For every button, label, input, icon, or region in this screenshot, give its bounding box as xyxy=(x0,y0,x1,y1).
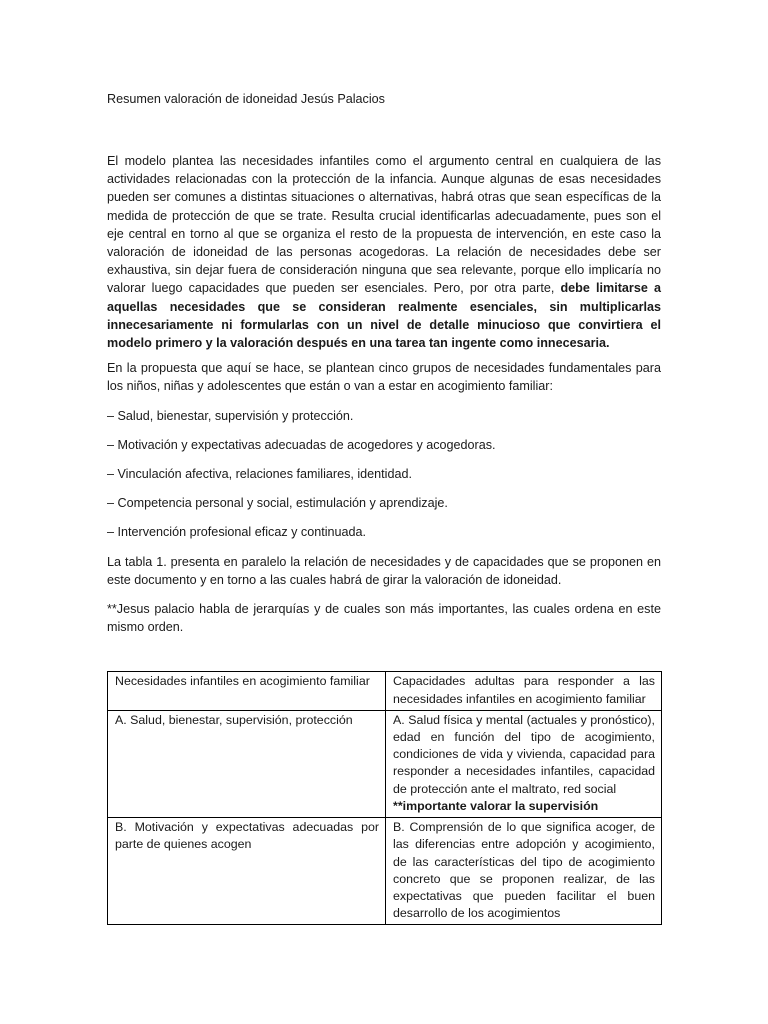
intro-paragraph xyxy=(107,152,661,352)
need-cell-a: A. Salud, bienestar, supervisión, protección xyxy=(108,710,386,817)
groups-intro-paragraph: En la propuesta que aquí se hace, se plantean cinco grupos de necesidades fundamentales para los niños, niñas y adolescentes que están o van a estar en acogimiento familiar: xyxy=(107,361,661,394)
group-item-3: – Vinculación afectiva, relaciones familiares, identidad. xyxy=(107,467,412,482)
capacity-cell-b: B. Comprensión de lo que significa acoger, de las diferencias entre adopción y acogimiento, de las características del tipo de acogimiento concreto que se proponen realizar, de las expectativas que pueden facilitar el buen desarrollo de los acogimientos xyxy=(386,818,662,925)
table-reference-paragraph: La tabla 1. presenta en paralelo la relación de necesidades y de capacidades que se proponen en este documento y en torno a las cuales habrá de girar la valoración de idoneidad. xyxy=(107,554,661,587)
capacity-note-a: **importante valorar la supervisión xyxy=(393,798,599,813)
header-needs: Necesidades infantiles en acogimiento familiar xyxy=(108,672,386,710)
needs-capacities-table xyxy=(107,671,662,925)
document-page xyxy=(107,90,661,925)
intro-emphasis: debe limitarse a aquellas necesidades que se consideran realmente esenciales, sin multiplicarlas innecesariamente ni formularlas con un nivel de detalle minucioso que convirtiera el modelo primero y la valoración después en una tarea tan ingente como innecesaria. xyxy=(107,281,661,351)
table-row xyxy=(108,710,662,817)
capacity-cell-a xyxy=(386,710,662,817)
table-row xyxy=(108,818,662,925)
header-capacities: Capacidades adultas para responder a las necesidades infantiles en acogimiento familiar xyxy=(386,672,662,710)
group-item-2: – Motivación y expectativas adecuadas de acogedores y acogedoras. xyxy=(107,437,496,452)
document-title: Resumen valoración de idoneidad Jesús Palacios xyxy=(107,92,385,106)
intro-text: El modelo plantea las necesidades infantiles como el argumento central en cualquiera de las actividades relacionadas con la protección de la infancia. Aunque algunas de esas necesidades pueden ser comunes a distintas situaciones o alternativas, habrá otras que sean específicas de la medida de protección de que se trate. Resulta crucial identificarlas adecuadamente, pues son el eje central en torno al que se organiza el resto de la propuesta de intervención, en este caso la valoración de idoneidad de las personas acogedoras. La relación de necesidades debe ser exhaustiva, sin dejar fuera de consideración ninguna que sea relevante, porque ello implicaría no valorar luego capacidades que pueden ser esenciales. Pero, por otra parte, xyxy=(107,154,661,296)
group-item-5: – Intervención profesional eficaz y continuada. xyxy=(107,525,367,540)
table-header-row xyxy=(108,672,662,710)
group-item-1: – Salud, bienestar, supervisión y protección. xyxy=(107,408,354,423)
need-cell-b: B. Motivación y expectativas adecuadas por parte de quienes acogen xyxy=(108,818,386,925)
capacity-text-a: A. Salud física y mental (actuales y pronóstico), edad en función del tipo de acogimiento, condiciones de vida y vivienda, capacidad para responder a necesidades infantiles, capacidad de protección ante el maltrato, red social xyxy=(393,712,655,796)
hierarchy-note: **Jesus palacio habla de jerarquías y de cuales son más importantes, las cuales ordena en este mismo orden. xyxy=(107,602,661,635)
group-item-4: – Competencia personal y social, estimulación y aprendizaje. xyxy=(107,496,448,511)
